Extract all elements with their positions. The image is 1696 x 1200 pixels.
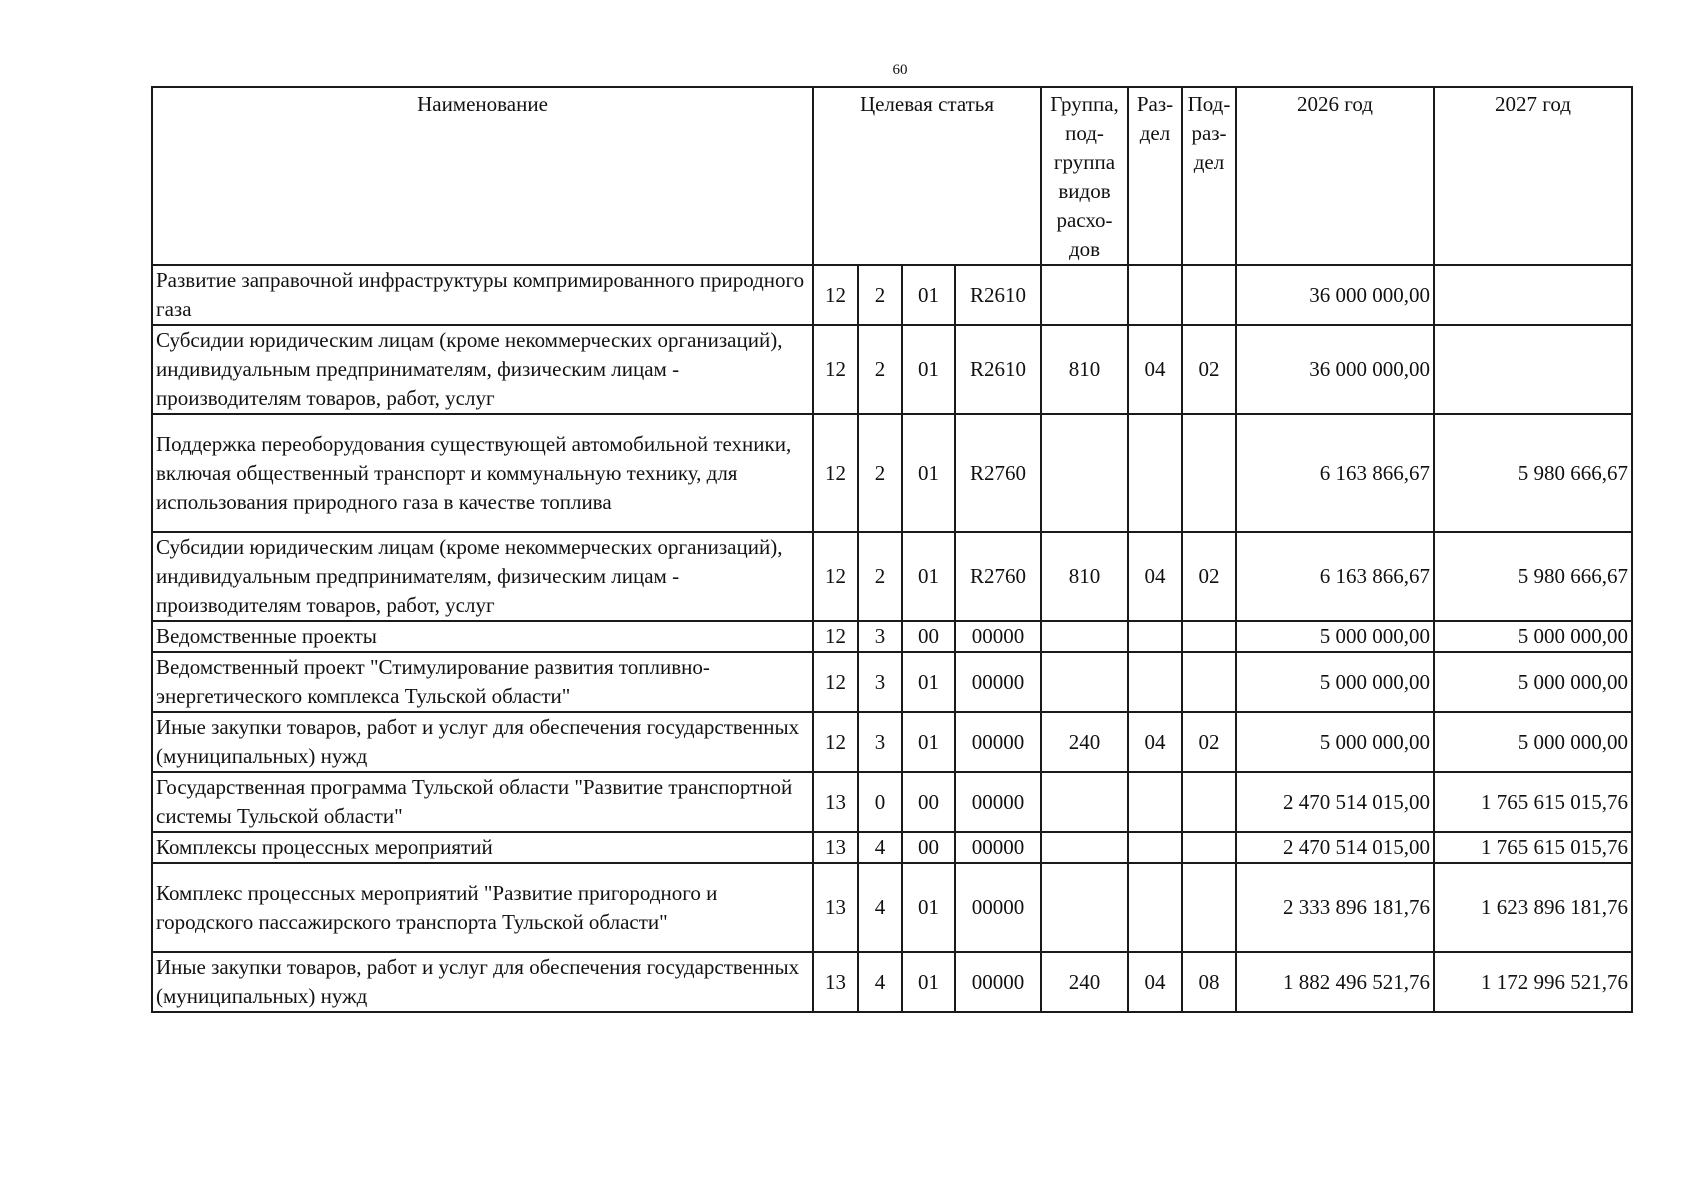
- header-subsection: Под-раз-дел: [1182, 87, 1236, 265]
- target-code-type: 3: [858, 712, 902, 772]
- subsection: [1182, 265, 1236, 325]
- section: 04: [1128, 952, 1182, 1012]
- target-code-structure: 01: [902, 652, 955, 712]
- target-code-structure: 00: [902, 621, 955, 652]
- header-name: Наименование: [152, 87, 813, 265]
- target-code-type: 3: [858, 652, 902, 712]
- table-row: [152, 414, 1632, 532]
- amount-2027: [1434, 265, 1632, 325]
- target-code-direction: 00000: [955, 652, 1041, 712]
- subsection: [1182, 621, 1236, 652]
- section: 04: [1128, 712, 1182, 772]
- row-name: Государственная программа Тульской области "Развитие транспортной системы Тульской области": [152, 772, 813, 832]
- amount-2026: 5 000 000,00: [1236, 652, 1434, 712]
- expense-group: [1041, 621, 1128, 652]
- header-section: Раз-дел: [1128, 87, 1182, 265]
- subsection: 02: [1182, 325, 1236, 414]
- target-code-direction: R2760: [955, 532, 1041, 621]
- row-name: Развитие заправочной инфраструктуры компримированного природного газа: [152, 265, 813, 325]
- target-code-program: 13: [813, 952, 858, 1012]
- target-code-structure: 01: [902, 325, 955, 414]
- table-header-row: [152, 87, 1632, 265]
- table-row: [152, 532, 1632, 621]
- amount-2026: 2 333 896 181,76: [1236, 863, 1434, 952]
- section: [1128, 621, 1182, 652]
- amount-2027: 5 000 000,00: [1434, 652, 1632, 712]
- target-code-direction: 00000: [955, 772, 1041, 832]
- table-row: [152, 621, 1632, 652]
- section: 04: [1128, 325, 1182, 414]
- target-code-type: 0: [858, 772, 902, 832]
- expense-group: [1041, 832, 1128, 863]
- table-row: [152, 832, 1632, 863]
- subsection: 08: [1182, 952, 1236, 1012]
- target-code-type: 2: [858, 532, 902, 621]
- amount-2027: 1 765 615 015,76: [1434, 832, 1632, 863]
- target-code-structure: 01: [902, 712, 955, 772]
- row-name: Иные закупки товаров, работ и услуг для обеспечения государственных (муниципальных) нужд: [152, 712, 813, 772]
- header-year-2026: 2026 год: [1236, 87, 1434, 265]
- amount-2027: 5 980 666,67: [1434, 414, 1632, 532]
- target-code-direction: 00000: [955, 621, 1041, 652]
- subsection: [1182, 772, 1236, 832]
- subsection: [1182, 652, 1236, 712]
- target-code-direction: 00000: [955, 863, 1041, 952]
- row-name: Ведомственные проекты: [152, 621, 813, 652]
- section: [1128, 832, 1182, 863]
- amount-2026: 36 000 000,00: [1236, 325, 1434, 414]
- row-name: Комплексы процессных мероприятий: [152, 832, 813, 863]
- amount-2027: 1 172 996 521,76: [1434, 952, 1632, 1012]
- target-code-direction: R2760: [955, 414, 1041, 532]
- section: [1128, 414, 1182, 532]
- table-row: [152, 952, 1632, 1012]
- target-code-program: 12: [813, 712, 858, 772]
- amount-2027: 5 000 000,00: [1434, 712, 1632, 772]
- amount-2026: 5 000 000,00: [1236, 712, 1434, 772]
- target-code-structure: 01: [902, 532, 955, 621]
- section: [1128, 652, 1182, 712]
- amount-2027: 5 980 666,67: [1434, 532, 1632, 621]
- section: [1128, 863, 1182, 952]
- target-code-type: 4: [858, 863, 902, 952]
- target-code-program: 13: [813, 772, 858, 832]
- target-code-type: 2: [858, 265, 902, 325]
- target-code-program: 12: [813, 265, 858, 325]
- table-row: [152, 772, 1632, 832]
- amount-2026: 36 000 000,00: [1236, 265, 1434, 325]
- target-code-direction: 00000: [955, 952, 1041, 1012]
- table-row: [152, 265, 1632, 325]
- header-target-article: Целевая статья: [813, 87, 1041, 265]
- expense-group: [1041, 772, 1128, 832]
- expense-group: [1041, 265, 1128, 325]
- section: 04: [1128, 532, 1182, 621]
- target-code-structure: 01: [902, 265, 955, 325]
- subsection: 02: [1182, 532, 1236, 621]
- target-code-program: 12: [813, 621, 858, 652]
- target-code-type: 2: [858, 325, 902, 414]
- target-code-type: 3: [858, 621, 902, 652]
- expense-group: 810: [1041, 532, 1128, 621]
- amount-2026: 1 882 496 521,76: [1236, 952, 1434, 1012]
- expense-group: 240: [1041, 712, 1128, 772]
- amount-2027: 1 765 615 015,76: [1434, 772, 1632, 832]
- amount-2026: 6 163 866,67: [1236, 414, 1434, 532]
- row-name: Субсидии юридическим лицам (кроме некоммерческих организаций), индивидуальным предпринимателям, физическим лицам - производителям товаров, работ, услуг: [152, 532, 813, 621]
- row-name: Поддержка переоборудования существующей автомобильной техники, включая общественный транспорт и коммунальную технику, для использования природного газа в качестве топлива: [152, 414, 813, 532]
- target-code-structure: 01: [902, 952, 955, 1012]
- subsection: [1182, 863, 1236, 952]
- row-name: Комплекс процессных мероприятий "Развитие пригородного и городского пассажирского транспорта Тульской области": [152, 863, 813, 952]
- target-code-direction: 00000: [955, 832, 1041, 863]
- header-year-2027: 2027 год: [1434, 87, 1632, 265]
- table-row: [152, 863, 1632, 952]
- table-row: [152, 325, 1632, 414]
- target-code-type: 4: [858, 952, 902, 1012]
- table-row: [152, 652, 1632, 712]
- section: [1128, 265, 1182, 325]
- amount-2027: 5 000 000,00: [1434, 621, 1632, 652]
- target-code-structure: 01: [902, 414, 955, 532]
- target-code-program: 13: [813, 863, 858, 952]
- target-code-structure: 00: [902, 832, 955, 863]
- target-code-type: 2: [858, 414, 902, 532]
- target-code-structure: 01: [902, 863, 955, 952]
- target-code-type: 4: [858, 832, 902, 863]
- target-code-program: 12: [813, 652, 858, 712]
- target-code-structure: 00: [902, 772, 955, 832]
- table-row: [152, 712, 1632, 772]
- amount-2026: 2 470 514 015,00: [1236, 832, 1434, 863]
- expense-group: [1041, 863, 1128, 952]
- page-number: 60: [892, 62, 908, 78]
- target-code-program: 12: [813, 325, 858, 414]
- subsection: [1182, 414, 1236, 532]
- expense-group: [1041, 414, 1128, 532]
- amount-2026: 6 163 866,67: [1236, 532, 1434, 621]
- row-name: Иные закупки товаров, работ и услуг для обеспечения государственных (муниципальных) нужд: [152, 952, 813, 1012]
- amount-2027: 1 623 896 181,76: [1434, 863, 1632, 952]
- amount-2026: 5 000 000,00: [1236, 621, 1434, 652]
- expense-group: 810: [1041, 325, 1128, 414]
- subsection: 02: [1182, 712, 1236, 772]
- expense-group: 240: [1041, 952, 1128, 1012]
- amount-2027: [1434, 325, 1632, 414]
- row-name: Субсидии юридическим лицам (кроме некоммерческих организаций), индивидуальным предпринимателям, физическим лицам - производителям товаров, работ, услуг: [152, 325, 813, 414]
- subsection: [1182, 832, 1236, 863]
- expense-group: [1041, 652, 1128, 712]
- row-name: Ведомственный проект "Стимулирование развития топливно-энергетического комплекса Тульской области": [152, 652, 813, 712]
- section: [1128, 772, 1182, 832]
- target-code-program: 13: [813, 832, 858, 863]
- amount-2026: 2 470 514 015,00: [1236, 772, 1434, 832]
- header-expense-group: Группа, под-группа видов расхо-дов: [1041, 87, 1128, 265]
- target-code-program: 12: [813, 532, 858, 621]
- target-code-direction: 00000: [955, 712, 1041, 772]
- target-code-direction: R2610: [955, 265, 1041, 325]
- target-code-direction: R2610: [955, 325, 1041, 414]
- target-code-program: 12: [813, 414, 858, 532]
- budget-table: [151, 86, 1633, 1013]
